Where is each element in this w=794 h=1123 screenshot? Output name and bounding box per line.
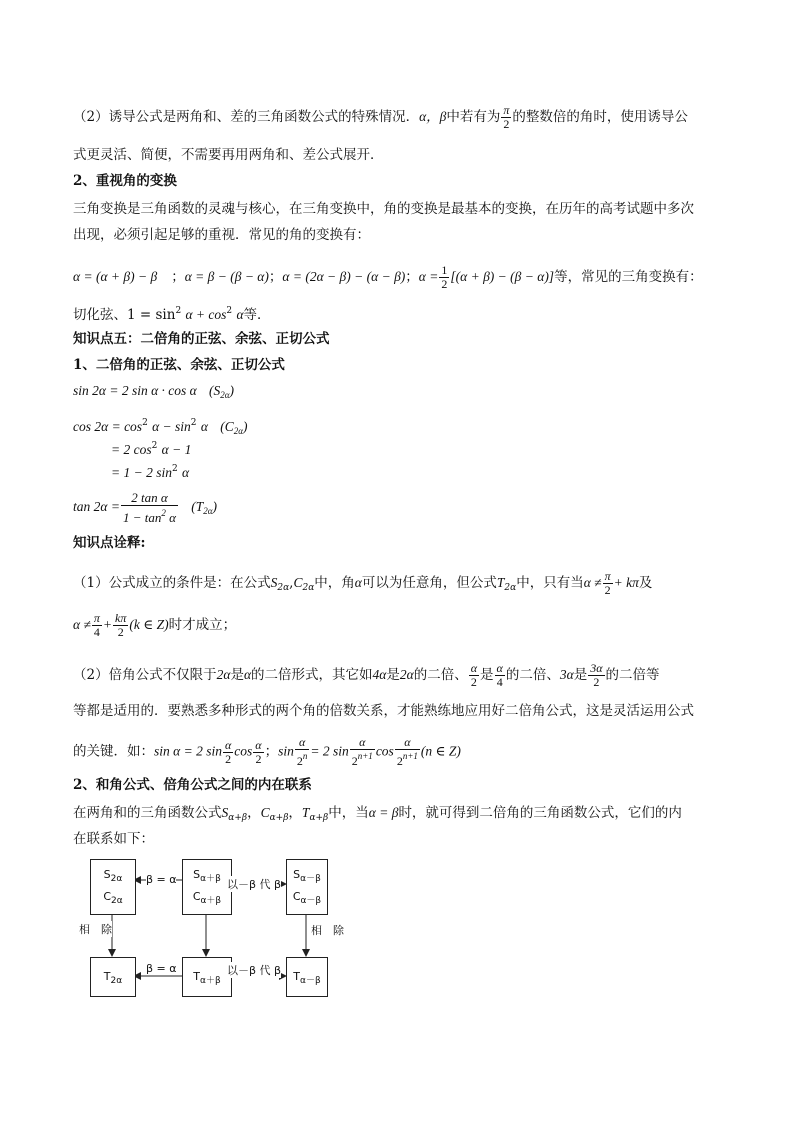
text: 等，常见的三角变换有： bbox=[554, 269, 703, 285]
label-beta-eq-alpha-top: β = α bbox=[146, 873, 177, 886]
text: 是 bbox=[573, 667, 588, 683]
math: α bbox=[236, 307, 244, 322]
formula: = 1 − 2 sin bbox=[111, 465, 172, 480]
paragraph-line: 等都是适用的．要熟悉多种形式的两个角的倍数关系，才能熟练地应用好二倍角公式，这是灵活运用公式 bbox=[73, 703, 694, 719]
subscript: 2α bbox=[110, 976, 123, 986]
denominator: 2 bbox=[396, 754, 403, 768]
label-replace-top: 以－β 代 β bbox=[227, 878, 282, 891]
label-divide-left: 相 除 bbox=[79, 923, 112, 936]
subscript: α＋β bbox=[200, 896, 222, 906]
math: (k ∈ Z) bbox=[129, 617, 169, 632]
math: C bbox=[260, 805, 270, 820]
numerator: α bbox=[470, 661, 478, 675]
math: 4α bbox=[372, 667, 387, 682]
superscript: 2 bbox=[190, 418, 197, 428]
subscript: α－β bbox=[300, 896, 322, 906]
denominator: 2 bbox=[604, 583, 611, 597]
subscript: 2α bbox=[111, 896, 123, 906]
text: （2）诱导公式是两角和、差的三角函数公式的特殊情况． bbox=[73, 109, 420, 125]
text: 可以为任意角，但公式 bbox=[361, 575, 497, 591]
math: cos bbox=[234, 743, 253, 759]
label-replace-bottom: 以－β 代 β bbox=[227, 964, 282, 977]
text: （2）倍角公式不仅限于 bbox=[73, 667, 217, 683]
math: T bbox=[496, 575, 505, 590]
numerator: kπ bbox=[115, 611, 127, 625]
separator: ； bbox=[268, 269, 283, 285]
tag: T bbox=[195, 499, 204, 514]
superscript: 2 bbox=[142, 418, 148, 428]
paragraph-line: 在联系如下： bbox=[73, 831, 154, 847]
tag: S bbox=[213, 383, 221, 398]
subheading-double-angle: 1、二倍角的正弦、余弦、正切公式 bbox=[73, 357, 285, 373]
label: C bbox=[292, 890, 301, 903]
text: 的二倍、 bbox=[413, 667, 468, 683]
paragraph-line: 出现，必须引起足够的重视．常见的角的变换有： bbox=[73, 227, 370, 243]
math: S bbox=[270, 575, 278, 590]
math: sin α = 2 sin bbox=[154, 743, 222, 759]
box-s2a-c2a bbox=[90, 859, 136, 915]
text: 中，角 bbox=[314, 575, 355, 591]
formula: [(α + β) − (β − α)] bbox=[450, 269, 555, 284]
exponent: n+1 bbox=[402, 751, 418, 761]
text: 的二倍、 bbox=[505, 667, 560, 683]
separator: ， bbox=[288, 805, 302, 821]
box-tab bbox=[182, 957, 232, 997]
math: C bbox=[293, 575, 303, 590]
math: 2α bbox=[216, 667, 231, 682]
denominator: 2 bbox=[255, 751, 262, 766]
subscript: α＋β bbox=[200, 976, 221, 986]
math-alpha-beta: α，β bbox=[419, 109, 447, 124]
separator: ； bbox=[171, 269, 185, 285]
text: 式更灵活、简便，不需要再用两角和、差公式展开． bbox=[73, 147, 384, 163]
formula: α = bbox=[418, 269, 439, 284]
formula: α − 1 bbox=[161, 442, 192, 457]
math: α ≠ bbox=[583, 575, 602, 590]
numerator: π bbox=[503, 103, 510, 117]
text: 是 bbox=[480, 667, 494, 683]
label-beta-eq-alpha-bottom: β = α bbox=[146, 962, 177, 975]
separator: ； bbox=[264, 743, 279, 760]
heading-relation: 2、和角公式、倍角公式之间的内在联系 bbox=[73, 777, 312, 793]
numerator: π bbox=[93, 611, 100, 625]
subscript: 2α bbox=[302, 583, 315, 593]
denominator: α bbox=[169, 510, 176, 525]
superscript: 2 bbox=[161, 508, 166, 518]
box-samb-camb bbox=[286, 859, 328, 915]
math: α bbox=[243, 667, 252, 682]
math: α + cos bbox=[185, 307, 227, 322]
denominator: 2 bbox=[296, 754, 303, 768]
text: 时，就可得到二倍角的三角函数公式，它们的内 bbox=[398, 805, 682, 821]
denominator: 4 bbox=[496, 675, 503, 689]
formula: α bbox=[200, 419, 208, 434]
numerator: α bbox=[255, 737, 262, 752]
subscript: α－β bbox=[300, 874, 321, 884]
numerator: 1 bbox=[441, 263, 448, 277]
tag: C bbox=[224, 419, 234, 434]
text: 的二倍形式，其它如 bbox=[251, 667, 373, 683]
label: C bbox=[192, 890, 201, 903]
denominator: 2 bbox=[503, 117, 510, 131]
math: sin bbox=[278, 743, 294, 759]
math: S bbox=[221, 805, 229, 820]
superscript: 2 bbox=[171, 464, 178, 474]
subscript: α－β bbox=[300, 976, 321, 986]
heading-interpretation: 知识点诠释: bbox=[73, 535, 146, 551]
label: T bbox=[103, 970, 111, 983]
subscript: 2α bbox=[504, 583, 517, 593]
box-sab-cab bbox=[182, 859, 232, 915]
subscript: α+β bbox=[309, 813, 329, 823]
paragraph-line: 三角变换是三角函数的灵魂与核心，在三角变换中，角的变换是最基本的变换，在历年的高考试题中多次 bbox=[73, 201, 694, 217]
text: 的整数倍的角时，使用诱导公 bbox=[512, 109, 688, 125]
subscript: 2α bbox=[110, 874, 123, 884]
exponent: n bbox=[302, 751, 308, 761]
numerator: α bbox=[350, 736, 375, 750]
math: (n ∈ Z) bbox=[420, 743, 461, 759]
formula: tan 2α = bbox=[73, 499, 120, 514]
superscript: 2 bbox=[175, 306, 182, 316]
math: + bbox=[102, 617, 113, 632]
math: α = β bbox=[368, 805, 399, 820]
formula: α = (α + β) − β bbox=[73, 269, 158, 284]
formula: sin 2α = 2 sin α · cos α bbox=[73, 383, 197, 398]
subscript: 2α bbox=[233, 426, 243, 436]
math: cos bbox=[375, 743, 394, 759]
denominator: 2 bbox=[117, 625, 124, 639]
numerator: 2 tan α bbox=[121, 490, 178, 506]
text: 中，当 bbox=[328, 805, 369, 821]
formula: α = β − (β − α) bbox=[184, 269, 269, 284]
numerator: 3α bbox=[590, 661, 603, 675]
separator: ； bbox=[405, 269, 419, 285]
label: T bbox=[293, 970, 301, 983]
denominator: 2 bbox=[441, 277, 448, 291]
denominator: 2 bbox=[470, 675, 477, 689]
label: S bbox=[293, 868, 301, 881]
sin-double-angle-formula: sin 2α = 2 sin α · cos α $(S_{2\alpha})$ bbox=[73, 383, 235, 400]
superscript: 2 bbox=[151, 441, 158, 451]
heading-knowledge-point-5: 知识点五：二倍角的正弦、余弦、正切公式 bbox=[73, 331, 330, 347]
text: 的二倍等 bbox=[605, 667, 660, 683]
formula: α − sin bbox=[152, 419, 191, 434]
label: T bbox=[193, 970, 201, 983]
text: 等． bbox=[243, 307, 271, 323]
exponent: n+1 bbox=[357, 751, 373, 761]
denominator: 4 bbox=[93, 625, 100, 639]
formula: α = (2α − β) − (α − β) bbox=[282, 269, 406, 284]
numerator: α bbox=[295, 736, 310, 750]
label: C bbox=[103, 890, 111, 903]
text: 在两角和的三角函数公式 bbox=[73, 805, 222, 821]
heading-angle-transform: 2、重视角的变换 bbox=[73, 173, 177, 189]
text: 的关键．如： bbox=[73, 743, 154, 760]
text: （1）公式成立的条件是：在公式 bbox=[73, 575, 271, 591]
box-tamb bbox=[286, 957, 328, 997]
subscript: 2α bbox=[220, 390, 230, 400]
text: 中若有为 bbox=[446, 109, 501, 125]
numerator: α bbox=[224, 737, 232, 752]
math: 2α bbox=[399, 667, 414, 682]
box-t2a bbox=[90, 957, 136, 997]
text: 是 bbox=[386, 667, 400, 683]
math: = 2 sin bbox=[310, 743, 349, 759]
math: α ≠ bbox=[73, 617, 91, 632]
denominator: 2 bbox=[351, 754, 358, 768]
text: 切化弦、1 = sin bbox=[73, 307, 176, 323]
superscript: 2 bbox=[226, 306, 233, 316]
label: S bbox=[193, 868, 201, 881]
subscript: α＋β bbox=[200, 874, 221, 884]
math: 3α bbox=[559, 667, 574, 682]
denominator: 2 bbox=[225, 751, 232, 766]
text: 及 bbox=[638, 575, 653, 591]
label: S bbox=[103, 868, 111, 881]
subscript: 2α bbox=[203, 506, 213, 516]
formula: α bbox=[182, 465, 190, 480]
formula: = 2 cos bbox=[111, 442, 152, 457]
subscript: 2α bbox=[277, 583, 290, 593]
math: T bbox=[301, 805, 310, 820]
math: + kπ bbox=[613, 575, 639, 590]
text: 是 bbox=[230, 667, 244, 683]
text: 中，只有当 bbox=[516, 575, 584, 591]
text: , bbox=[289, 575, 294, 591]
denominator: 1 − tan bbox=[122, 510, 162, 525]
subscript: α+β bbox=[228, 813, 248, 823]
cos-double-angle-formula: $\cos 2\alpha = \cos^2 \alpha - \sin^2 \alpha$ $(C_{2\alpha})$ bbox=[73, 418, 248, 436]
separator: ， bbox=[247, 805, 261, 821]
math: α bbox=[354, 575, 362, 590]
denominator: 2 bbox=[593, 675, 600, 689]
numerator: π bbox=[604, 569, 611, 583]
numerator: α bbox=[496, 661, 503, 675]
text: 时才成立； bbox=[168, 617, 237, 633]
numerator: α bbox=[395, 736, 420, 750]
formula: cos 2α = cos bbox=[73, 419, 143, 434]
tan-double-angle-formula: tan 2α = $\frac{\text{2 tan α}}{1 - \tan^2 \alpha}$ $(T_{2\alpha})$ bbox=[73, 490, 217, 525]
subscript: α+β bbox=[269, 813, 289, 823]
label-divide-right: 相 除 bbox=[311, 924, 344, 937]
